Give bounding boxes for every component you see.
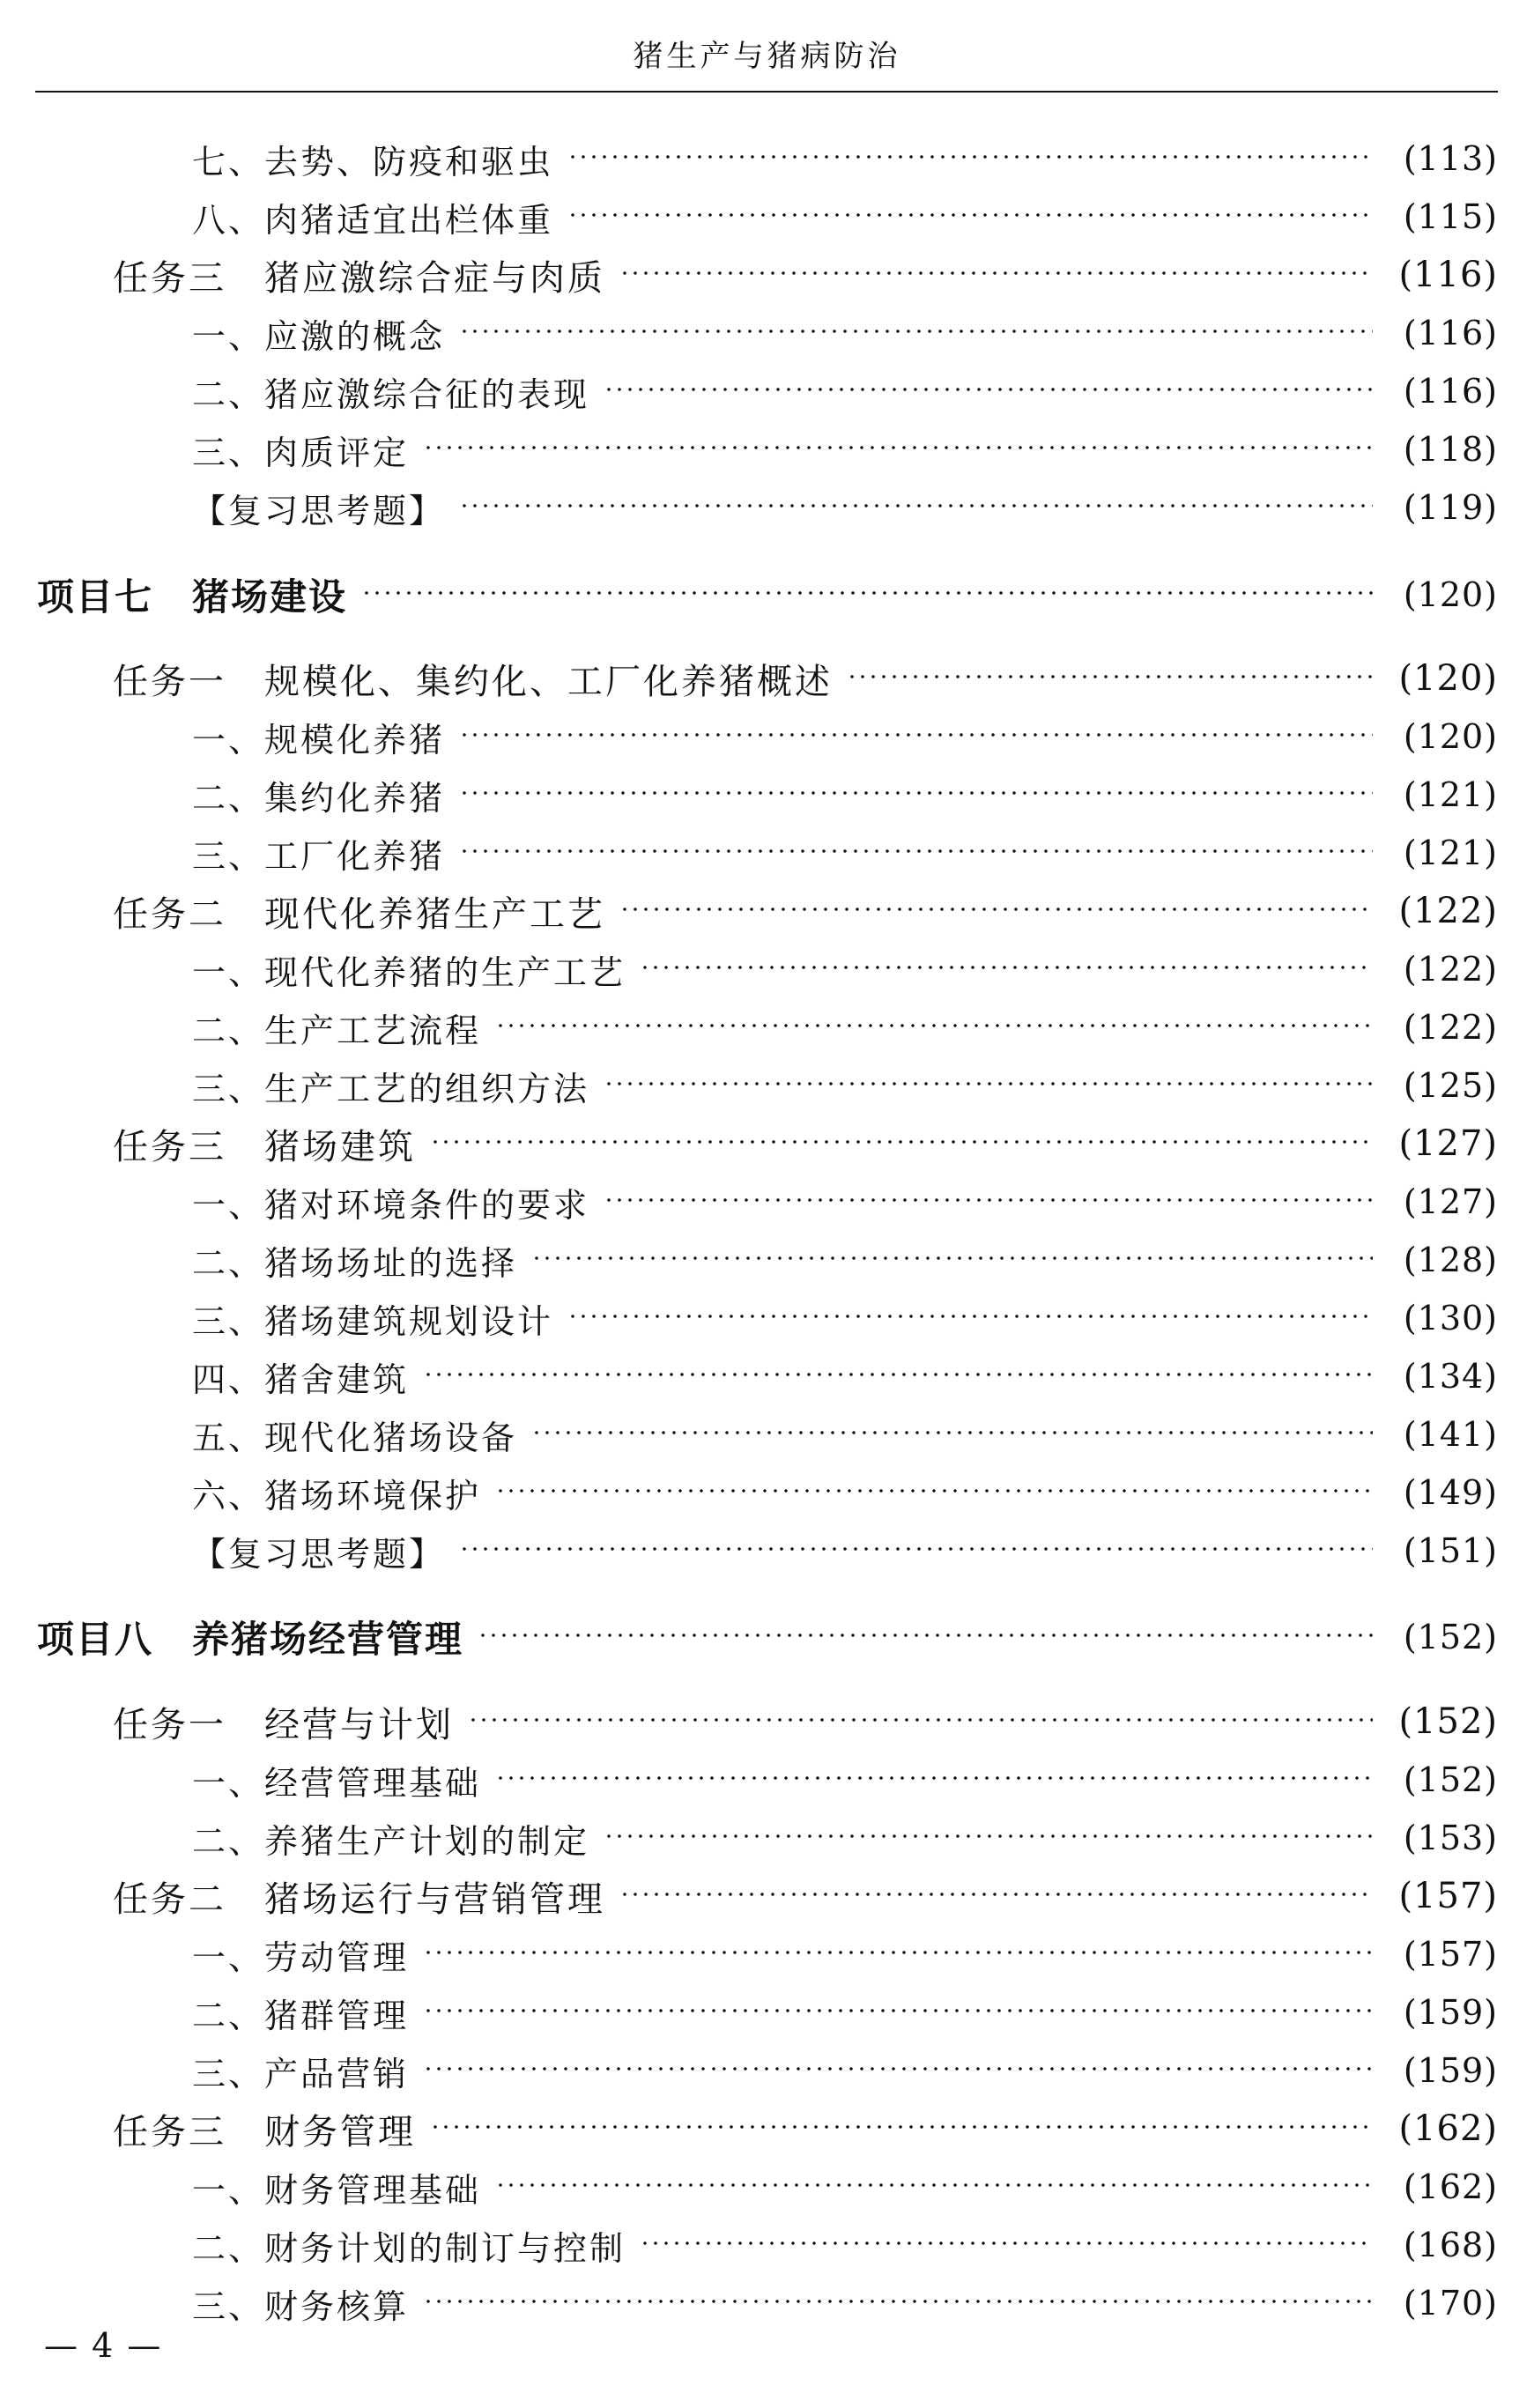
toc-item-entry[interactable] [192,1233,1498,1287]
dot-leader [430,1140,1373,1144]
toc-item-entry[interactable] [192,826,1498,880]
toc-entry-title: 任务三 猪应激综合症与肉质 [113,257,605,299]
dot-leader [423,2300,1373,2303]
toc-entry-title: 一、规模化养猪 [192,720,446,759]
toc-item-entry[interactable] [192,1174,1498,1229]
toc-item-entry[interactable] [192,1811,1498,1865]
toc-item-entry[interactable] [192,1000,1498,1055]
dot-leader [495,2183,1373,2187]
toc-entry-page: (159) [1403,2051,1498,2090]
toc-task-entry[interactable] [113,2101,1498,2156]
toc-entry-title: 八、肉猪适宜出栏体重 [192,200,554,240]
toc-entry-page: (115) [1403,197,1498,236]
dot-leader [847,675,1373,678]
dot-leader [531,1256,1373,1260]
toc-item-entry[interactable] [192,364,1498,419]
page-number: — 4 — [44,2326,163,2365]
toc-item-entry[interactable] [192,2043,1498,2098]
dot-leader [423,1373,1373,1376]
dot-leader [567,155,1373,159]
toc-entry-page: (113) [1403,139,1498,178]
toc-entry-page: (120) [1398,658,1498,699]
dot-leader [423,2067,1373,2071]
toc-item-entry[interactable] [192,422,1498,477]
dot-leader [604,1082,1373,1085]
toc-entry-title: 三、猪场建筑规划设计 [192,1301,554,1341]
toc-entry-title: 【复习思考题】 [192,1534,446,1574]
toc-item-entry[interactable] [192,942,1498,997]
toc-item-entry[interactable] [192,1465,1498,1520]
dot-leader [604,1834,1373,1838]
dot-leader [459,849,1373,853]
dot-leader [459,504,1373,508]
dot-leader [423,2009,1373,2012]
toc-entry-page: (127) [1398,1123,1498,1164]
toc-item-entry[interactable] [192,767,1498,822]
toc-entry-page: (157) [1403,1935,1498,1974]
toc-entry-page: (141) [1403,1415,1498,1454]
toc-entry-title: 三、肉质评定 [192,433,410,472]
toc-entry-title: 二、猪应激综合征的表现 [192,374,590,414]
dot-leader [459,330,1373,333]
toc-entry-page: (170) [1403,2284,1498,2323]
dot-leader [619,1893,1373,1896]
dot-leader [604,388,1373,391]
toc-entry-page: (116) [1398,255,1498,295]
toc-task-entry[interactable] [113,1694,1498,1749]
dot-leader [495,1024,1373,1027]
toc-item-entry[interactable] [192,1927,1498,1982]
toc-project-entry[interactable] [37,567,1498,622]
toc-item-entry[interactable] [192,306,1498,360]
toc-entry-page: (122) [1398,891,1498,931]
dot-leader [495,1776,1373,1780]
dot-leader [640,966,1373,969]
toc-entry-title: 三、产品营销 [192,2054,410,2093]
toc-item-entry[interactable] [192,1407,1498,1462]
toc-entry-title: 三、工厂化养猪 [192,836,446,876]
toc-entry-title: 任务一 经营与计划 [113,1704,454,1745]
dot-leader [567,1315,1373,1318]
toc-item-entry[interactable] [192,1523,1498,1578]
toc-entry-title: 二、养猪生产计划的制定 [192,1821,590,1861]
toc-entry-page: (118) [1403,430,1498,469]
dot-leader [468,1718,1373,1722]
toc-entry-page: (119) [1403,488,1498,527]
dot-leader [423,446,1373,449]
toc-entry-title: 【复习思考题】 [192,491,446,530]
dot-leader [640,2241,1373,2245]
toc-project-entry[interactable] [37,1610,1498,1664]
toc-item-entry[interactable] [192,1058,1498,1113]
toc-item-entry[interactable] [192,2160,1498,2214]
toc-entry-page: (116) [1403,314,1498,352]
dot-leader [619,271,1373,275]
toc-item-entry[interactable] [192,189,1498,244]
toc-entry-title: 一、经营管理基础 [192,1763,482,1803]
toc-task-entry[interactable] [113,1116,1498,1171]
dot-leader [361,591,1373,595]
toc-entry-title: 二、生产工艺流程 [192,1011,482,1050]
toc-task-entry[interactable] [113,884,1498,938]
book-title: 猪生产与猪病防治 [633,39,901,74]
toc-entry-page: (152) [1403,1618,1498,1656]
toc-entry-page: (121) [1403,834,1498,872]
toc-entry-page: (152) [1398,1701,1498,1742]
dot-leader [495,1489,1373,1493]
toc-entry-page: (153) [1403,1819,1498,1857]
toc-entry-page: (130) [1403,1299,1498,1337]
toc-entry-page: (149) [1403,1473,1498,1512]
toc-item-entry[interactable] [192,131,1498,186]
toc-entry-page: (125) [1403,1066,1498,1105]
toc-entry-title: 一、财务管理基础 [192,2170,482,2210]
dot-leader [604,1198,1373,1202]
toc-entry-title: 项目八 养猪场经营管理 [37,1618,464,1661]
toc-entry-page: (152) [1403,1760,1498,1799]
dot-leader [423,1951,1373,1954]
toc-entry-page: (122) [1403,1008,1498,1047]
toc-entry-page: (162) [1403,2167,1498,2206]
dot-leader [619,908,1373,911]
toc-entry-page: (168) [1403,2226,1498,2264]
toc-entry-page: (134) [1403,1357,1498,1396]
dot-leader [430,2125,1373,2129]
toc-item-entry[interactable] [192,1985,1498,2040]
toc-task-entry[interactable] [113,248,1498,302]
toc-task-entry[interactable] [113,651,1498,706]
toc-entry-page: (159) [1403,1993,1498,2032]
toc-item-entry[interactable] [192,1291,1498,1345]
toc-entry-page: (116) [1403,372,1498,411]
dot-leader [459,733,1373,737]
toc-task-entry[interactable] [113,1869,1498,1923]
toc-entry-page: (127) [1403,1182,1498,1221]
toc-item-entry[interactable] [192,709,1498,764]
toc-item-entry[interactable] [192,2276,1498,2330]
toc-entry-page: (157) [1398,1876,1498,1916]
toc-entry-page: (151) [1403,1531,1498,1570]
toc-entry-title: 二、财务计划的制订与控制 [192,2228,626,2268]
toc-entry-title: 任务三 财务管理 [113,2111,416,2152]
toc-entry-title: 四、猪舍建筑 [192,1360,410,1399]
dot-leader [459,1547,1373,1551]
toc-entry-title: 二、猪群管理 [192,1996,410,2035]
toc-entry-title: 一、应激的概念 [192,316,446,356]
toc-entry-title: 一、现代化养猪的生产工艺 [192,952,626,992]
toc-entry-title: 任务一 规模化、集约化、工厂化养猪概述 [113,661,833,702]
dot-leader [459,791,1373,795]
toc-item-entry[interactable] [192,2218,1498,2272]
dot-leader [531,1431,1373,1434]
toc-entry-title: 一、劳动管理 [192,1938,410,1977]
toc-entry-page: (120) [1403,717,1498,756]
toc-entry-title: 项目七 猪场建设 [37,575,348,619]
toc-entry-title: 七、去势、防疫和驱虫 [192,142,554,182]
toc-entry-title: 六、猪场环境保护 [192,1476,482,1515]
dot-leader [478,1634,1373,1637]
toc-item-entry[interactable] [192,1349,1498,1404]
toc-entry-page: (120) [1403,575,1498,614]
toc-item-entry[interactable] [192,1752,1498,1807]
dot-leader [567,213,1373,217]
toc-entry-title: 五、现代化猪场设备 [192,1418,518,1457]
toc-entry-title: 二、集约化养猪 [192,778,446,818]
toc-entry-title: 二、猪场场址的选择 [192,1243,518,1283]
toc-entry-page: (121) [1403,775,1498,814]
toc-entry-title: 三、财务核算 [192,2286,410,2326]
toc-entry-page: (128) [1403,1241,1498,1279]
toc-item-entry[interactable] [192,480,1498,535]
toc-entry-page: (162) [1398,2108,1498,2149]
toc-entry-title: 任务二 现代化养猪生产工艺 [113,893,605,935]
toc-entry-title: 一、猪对环境条件的要求 [192,1185,590,1225]
toc-entry-page: (122) [1403,950,1498,989]
toc-entry-title: 三、生产工艺的组织方法 [192,1069,590,1108]
toc-entry-title: 任务三 猪场建筑 [113,1126,416,1167]
toc-entry-title: 任务二 猪场运行与营销管理 [113,1878,605,1920]
